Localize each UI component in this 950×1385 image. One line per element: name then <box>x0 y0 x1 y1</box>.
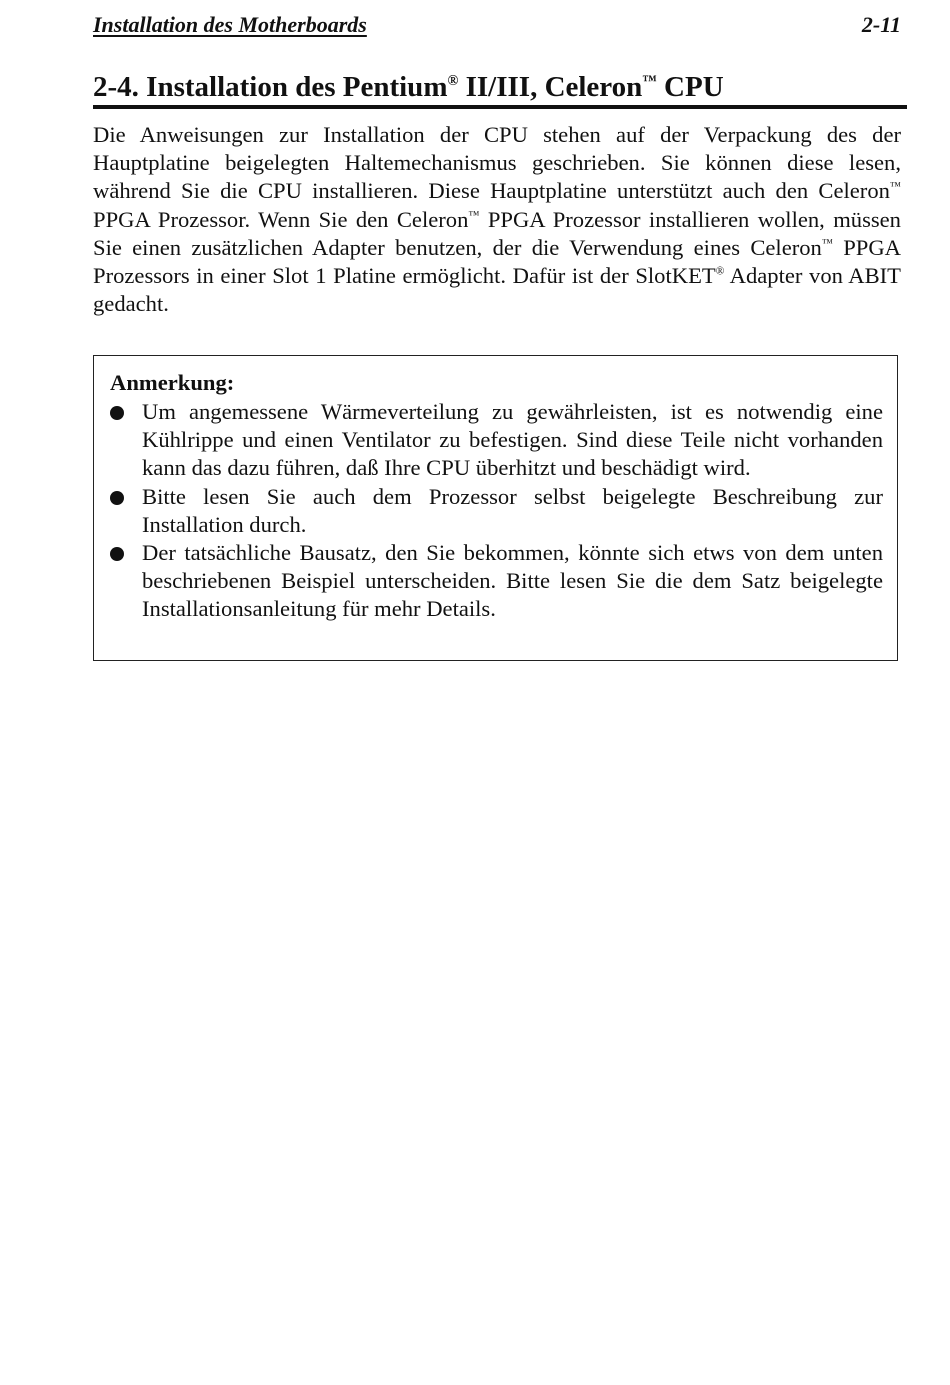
title-rule <box>93 105 907 109</box>
note-item-text: Um angemessene Wärmeverteilung zu gewährleisten, ist es notwendig eine Kühlrippe und einen Ventilator zu befestigen. Sind diese Teile nicht vorhanden kann das dazu führen, daß Ihre CPU überhitzt und beschädigt wird. <box>142 399 883 481</box>
bullet-icon <box>110 547 124 561</box>
note-item-text: Der tatsächliche Bausatz, den Sie bekommen, könnte sich etws von dem unten beschriebenen Beispiel unterscheiden. Bitte lesen Sie die dem Satz beigelegte Installationsanleitung für mehr Details. <box>142 540 883 622</box>
intro-text-1: Die Anweisungen zur Installation der CPU stehen auf der Verpackung des der Hauptplatine beigelegten Haltemechanismus geschrieben. Sie können diese lesen, während Sie die CPU installieren. Diese Hauptplatine unterstützt auch den Celeron <box>93 122 901 204</box>
section-title-part2: II/III, Celeron <box>458 71 643 103</box>
trademark-mark: ™ <box>821 237 833 250</box>
list-item <box>110 398 883 483</box>
bullet-icon <box>110 406 124 420</box>
intro-text-2: PPGA Prozessor. Wenn Sie den Celeron <box>93 206 469 232</box>
note-box <box>93 355 898 661</box>
registered-mark: ® <box>447 73 459 90</box>
intro-text-4: PPGA Prozessors in einer Slot 1 Platine ermöglicht. Dafür ist der SlotKET <box>93 234 901 289</box>
note-title: Anmerkung: <box>110 370 235 395</box>
trademark-mark: ™ <box>889 180 901 193</box>
list-item <box>110 483 883 539</box>
trademark-mark: ™ <box>642 73 657 90</box>
section-title <box>93 70 901 104</box>
intro-paragraph <box>93 121 901 318</box>
list-item <box>110 539 883 624</box>
running-header-title: Installation des Motherboards <box>93 12 367 37</box>
intro-text-5: Adapter von ABIT gedacht. <box>93 263 901 317</box>
bullet-icon <box>110 491 124 505</box>
intro-text-3: PPGA Prozessor installieren wollen, müssen Sie einen zusätzlichen Adapter benutzen, der die Verwendung eines Celeron <box>93 206 901 260</box>
section-title-part3: CPU <box>656 71 724 103</box>
section-title-part1: 2-4. Installation des Pentium <box>93 71 448 103</box>
registered-mark: ® <box>715 265 725 278</box>
page-number: 2-11 <box>861 12 901 37</box>
note-item-text: Bitte lesen Sie auch dem Prozessor selbst beigelegte Beschreibung zur Installation durch. <box>142 483 883 537</box>
note-list <box>110 398 883 624</box>
trademark-mark: ™ <box>468 209 480 222</box>
